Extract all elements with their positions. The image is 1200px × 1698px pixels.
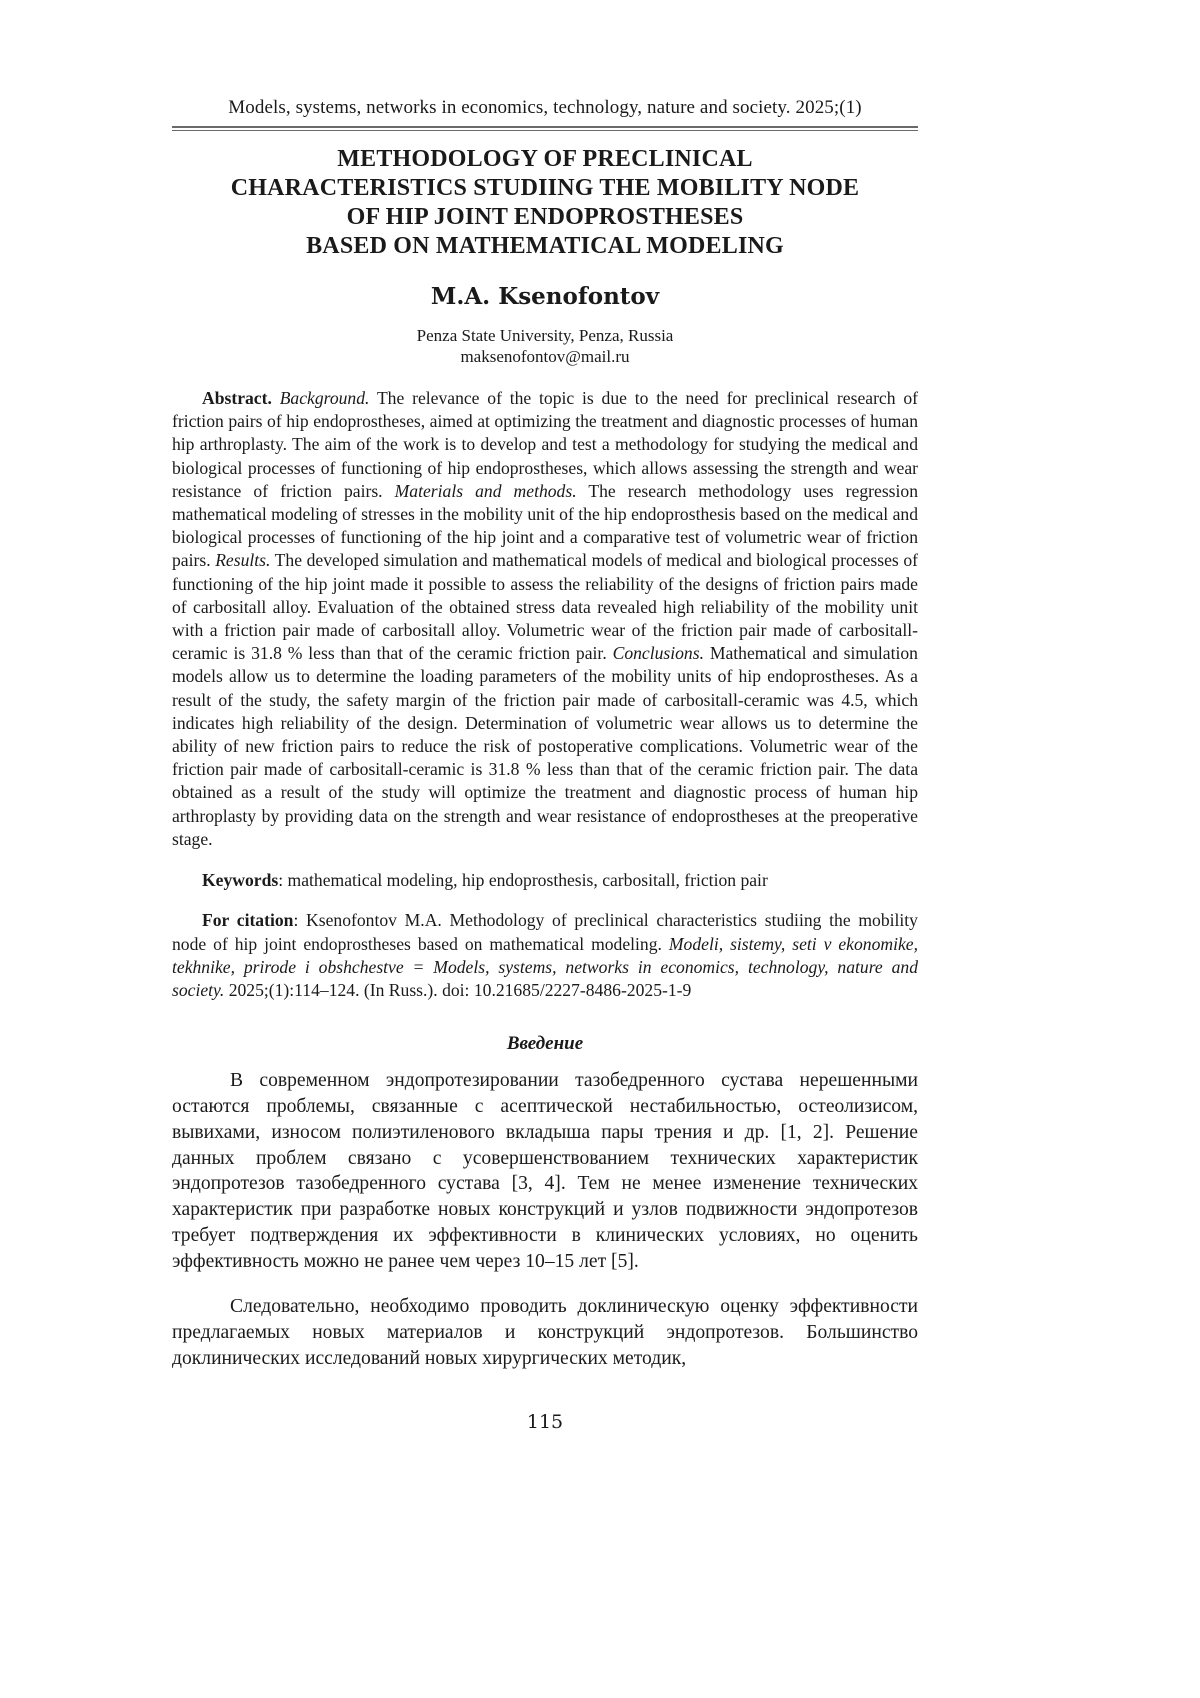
page-number: 115 bbox=[526, 1411, 564, 1433]
body-paragraph: В современном эндопротезировании тазобедренного сустава нерешенными остаются проблемы, связанные с асептической нестабильностью, остеолизисом, вывихами, износом полиэтиленового вкладыша пары трения и др. [1, 2]. Решение данных проблем связано с усовершенствованием технических характеристик эндопротезов тазобедренного сустава [3, 4]. Тем не менее изменение технических характеристик при разработке новых конструкций и узлов подвижности эндопротезов требует подтверждения их эффективности в клинических условиях, но оценить эффективность можно не ранее чем через 10–15 лет [5]. bbox=[172, 1070, 918, 1272]
keywords bbox=[172, 869, 918, 892]
header-rule bbox=[172, 126, 918, 128]
author-name: M.A. Ksenofontov bbox=[430, 283, 660, 310]
affiliation: Penza State University, Penza, Russia bbox=[416, 326, 674, 345]
citation bbox=[172, 909, 918, 1002]
keywords-label: Keywords bbox=[202, 869, 279, 890]
abstract-label: Abstract. bbox=[202, 388, 272, 408]
article-title bbox=[172, 145, 918, 261]
citation-label: For citation bbox=[202, 910, 294, 931]
author-email: maksenofontov@mail.ru bbox=[460, 347, 630, 366]
section-heading: Введение bbox=[506, 1033, 584, 1055]
keywords-text: : mathematical modeling, hip endoprosthesis, carbositall, friction pair bbox=[278, 869, 768, 890]
header-rule-thin bbox=[172, 130, 918, 131]
running-header: Models, systems, networks in economics, technology, nature and society. 2025;(1) bbox=[228, 97, 862, 118]
citation-doi: 2025;(1):114–124. (In Russ.). doi: 10.21685/2227-8486-2025-1-9 bbox=[228, 980, 692, 1001]
citation-journal: Modeli, sistemy, seti v ekonomike, tekhnike, prirode i obshchestve = Models, systems, networks in economics, technology, nature and society. bbox=[172, 933, 918, 1001]
background-text: The relevance of the topic is due to the need for preclinical research of friction pairs of hip endoprostheses, aimed at optimizing the treatment and diagnostic processes of human hip arthroplasty. The aim of the work is to develop and test a methodology for studying the medical and biological processes of functioning of hip endoprostheses, which allows assessing the strength and wear resistance of friction pairs. bbox=[172, 388, 918, 501]
results-text: The developed simulation and mathematical models of medical and biological processes of functioning of the hip joint made it possible to assess the reliability of the designs of friction pairs made of carbositall alloy. Evaluation of the obtained stress data revealed high reliability of the mobility unit with a friction pair made of carbositall alloy. Volumetric wear of the friction pair made of carbositall-ceramic is 31.8 % less than that of the ceramic friction pair. bbox=[172, 550, 918, 664]
affiliation-block bbox=[172, 325, 918, 367]
methods-text: The research methodology uses regression mathematical modeling of stresses in the mobility unit of the hip endoprosthesis based on the medical and biological processes of functioning of the hip joint and a comparative test of volumetric wear of friction pairs. bbox=[172, 480, 918, 571]
conclusions-text: Mathematical and simulation models allow us to determine the loading parameters of the mobility units of hip endoprostheses. As a result of the study, the safety margin of the friction pair made of carbositall-ceramic was 4.5, which indicates high reliability of the design. Determination of volumetric wear allows us to determine the ability of new friction pairs to reduce the risk of postoperative complications. Volumetric wear of the friction pair made of carbositall-ceramic is 31.8 % less than that of the ceramic friction pair. The data obtained as a result of the study will optimize the treatment and diagnostic process of human hip arthroplasty by providing data on the strength and wear resistance of endoprostheses at the preoperative stage. bbox=[172, 643, 918, 849]
journal-page bbox=[172, 96, 918, 1433]
title-line: METHODOLOGY OF PRECLINICAL bbox=[337, 146, 753, 172]
results-label: Results. bbox=[215, 550, 271, 571]
methods-label: Materials and methods. bbox=[394, 480, 577, 501]
abstract bbox=[172, 387, 918, 851]
title-line: BASED ON MATHEMATICAL MODELING bbox=[306, 233, 784, 259]
body-paragraph: Следовательно, необходимо проводить доклиническую оценку эффективности предлагаемых новых материалов и конструкций эндопротезов. Большинство доклинических исследований новых хирургических методик, bbox=[172, 1296, 918, 1369]
conclusions-label: Conclusions. bbox=[612, 643, 704, 664]
background-label: Background. bbox=[279, 388, 370, 408]
title-line: OF HIP JOINT ENDOPROSTHESES bbox=[346, 204, 744, 230]
title-line: CHARACTERISTICS STUDIING THE MOBILITY NODE bbox=[230, 175, 860, 201]
citation-text: : Ksenofontov M.A. Methodology of preclinical characteristics studiing the mobility node of hip joint endoprostheses based on mathematical modeling. bbox=[172, 910, 918, 954]
